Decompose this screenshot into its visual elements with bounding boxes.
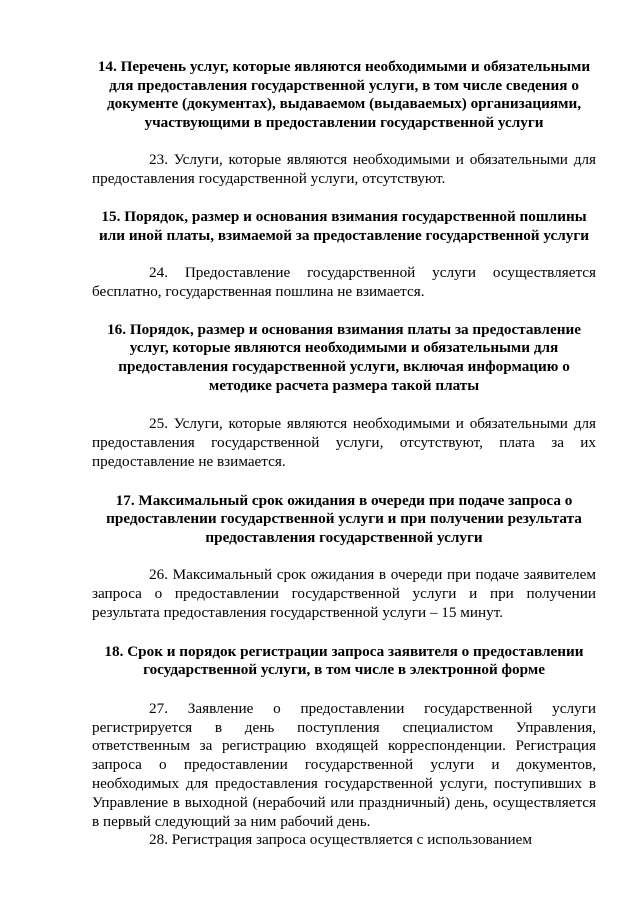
section-heading-14: 14. Перечень услуг, которые являются необходимыми и обязательными для предоставления государственной услуги, в том числе сведения о документе (документах), выдаваемом (выдаваемых) организациями, участвующими в предоставлении государственной услуги [97, 58, 591, 131]
paragraph-27: 27. Заявление о предоставлении государственной услуги регистрируется в день поступления специалистом Управления, ответственным за регистрацию входящей корреспонденции. Регистрация запроса о предоставлении государственной услуги и документов, необходимых для предоставления государственной услуги, поступивших в Управление в выходной (нерабочий или праздничный) день, осуществляется в первый следующий за ним рабочий день. [92, 699, 596, 830]
paragraph-25: 25. Услуги, которые являются необходимыми и обязательными для предоставления государственной услуги, отсутствуют, плата за их предоставление не взимается. [92, 415, 596, 470]
section-heading-18: 18. Срок и порядок регистрации запроса заявителя о предоставлении государственной услуги, в том числе в электронной форме [104, 642, 584, 679]
paragraph-24: 24. Предоставление государственной услуги осуществляется бесплатно, государственная пошлина не взимается. [92, 264, 596, 300]
paragraph-23: 23. Услуги, которые являются необходимыми и обязательными для предоставления государственной услуги, отсутствуют. [92, 151, 596, 188]
paragraph-26: 26. Максимальный срок ожидания в очереди при подаче заявителем запроса о предоставлении государственной услуги и при получении результата предоставления государственной услуги – 15 минут. [92, 566, 596, 621]
section-heading-16: 16. Порядок, размер и основания взимания платы за предоставление услуг, которые являются необходимыми и обязательными для предоставления государственной услуги, включая информацию о методике расчета размера такой платы [107, 320, 581, 394]
paragraph-28: 28. Регистрация запроса осуществляется с использованием [149, 831, 532, 849]
section-heading-15: 15. Порядок, размер и основания взимания государственной пошлины или иной платы, взимаемой за предоставление государственной услуги [99, 207, 589, 244]
section-heading-17: 17. Максимальный срок ожидания в очереди при подаче запроса о предоставлении государственной услуги и при получении результата предоставления государственной услуги [106, 491, 582, 546]
